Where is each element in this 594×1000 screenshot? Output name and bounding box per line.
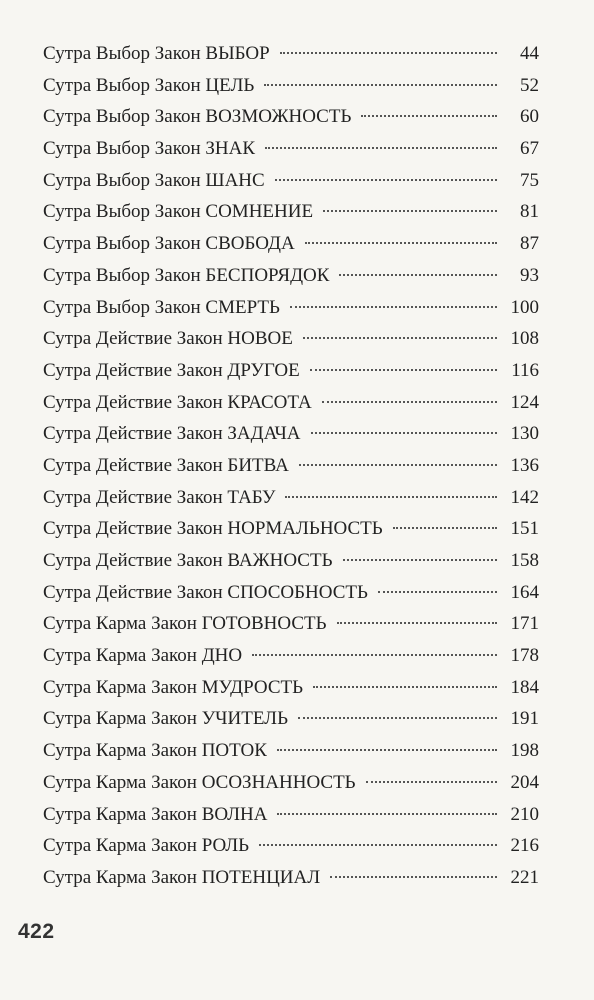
toc-entry-page: 151 [510, 518, 539, 540]
toc-entry-title: Сутра Выбор Закон СВОБОДА [43, 233, 295, 255]
toc-entry-page: 142 [510, 486, 539, 508]
toc-entry [43, 165, 539, 197]
toc-entry-title: Сутра Действие Закон НОВОЕ [43, 328, 293, 350]
dot-leader [330, 876, 497, 878]
dot-leader [298, 717, 497, 719]
toc-entry [43, 38, 539, 70]
toc-entry-title: Сутра Карма Закон ГОТОВНОСТЬ [43, 613, 327, 635]
toc-entry [43, 260, 539, 292]
toc-entry-title: Сутра Карма Закон УЧИТЕЛЬ [43, 708, 288, 730]
toc-entry [43, 418, 539, 450]
toc-entry-title: Сутра Выбор Закон СОМНЕНИЕ [43, 201, 314, 223]
dot-leader [299, 464, 497, 466]
toc-entry-title: Сутра Выбор Закон ВОЗМОЖНОСТЬ [43, 106, 352, 128]
dot-leader [305, 242, 497, 244]
dot-leader [323, 210, 497, 212]
toc-entry [43, 292, 539, 324]
page-number: 422 [18, 920, 55, 943]
toc-entry [43, 323, 539, 355]
toc-entry [43, 133, 539, 165]
toc-entry-title: Сутра Выбор Закон ВЫБОР [43, 43, 270, 64]
toc-entry [43, 70, 539, 102]
toc-entry-title: Сутра Действие Закон КРАСОТА [43, 391, 312, 413]
dot-leader [313, 686, 497, 688]
toc-entry-page: 93 [520, 264, 539, 286]
dot-leader [280, 52, 497, 54]
toc-entry [43, 545, 539, 577]
dot-leader [310, 369, 497, 371]
toc-entry-page: 164 [510, 581, 539, 603]
toc-entry-page: 75 [520, 169, 539, 191]
toc-entry-page: 60 [520, 106, 539, 128]
toc-entry-title: Сутра Карма Закон ДНО [43, 645, 243, 667]
toc-entry-page: 158 [510, 550, 539, 571]
dot-leader [252, 654, 497, 656]
dot-leader [339, 274, 497, 276]
toc-entry-page: 210 [510, 803, 539, 825]
dot-leader [303, 337, 497, 339]
dot-leader [275, 179, 497, 181]
toc-entry-page: 184 [510, 676, 539, 698]
toc-entry-title: Сутра Карма Закон ОСОЗНАННОСТЬ [43, 771, 356, 793]
toc-entry [43, 450, 539, 482]
dot-leader [322, 401, 497, 403]
toc-entry [43, 577, 539, 609]
toc-entry [43, 608, 539, 640]
toc-entry-title: Сутра Действие Закон СПОСОБНОСТЬ [43, 581, 368, 603]
dot-leader [277, 813, 497, 815]
toc-entry-title: Сутра Действие Закон ЗАДАЧА [43, 423, 301, 445]
toc-entry-title: Сутра Действие Закон БИТВА [43, 454, 289, 476]
toc-entry-title: Сутра Выбор Закон ЦЕЛЬ [43, 74, 255, 96]
toc-entry-page: 204 [510, 771, 539, 793]
dot-leader [311, 432, 497, 434]
dot-leader [361, 115, 497, 117]
dot-leader [393, 527, 497, 529]
toc-entry [43, 228, 539, 260]
dot-leader [259, 844, 497, 846]
toc-entry [43, 862, 539, 894]
toc-entry-page: 130 [510, 423, 539, 445]
toc-entry [43, 387, 539, 419]
toc-entry-page: 67 [520, 138, 539, 160]
toc-entry-title: Сутра Действие Закон ВАЖНОСТЬ [43, 550, 333, 571]
toc-entry-page: 216 [510, 835, 539, 857]
toc-entry-page: 100 [510, 296, 539, 318]
toc-entry [43, 355, 539, 387]
toc-entry-page: 116 [511, 359, 539, 381]
toc-entry-page: 198 [510, 740, 539, 762]
toc-entry-page: 87 [520, 233, 539, 255]
toc-entry-title: Сутра Действие Закон НОРМАЛЬНОСТЬ [43, 518, 383, 540]
toc-entry-page: 108 [510, 328, 539, 350]
toc-entry-page: 81 [520, 201, 539, 223]
toc-entry-title: Сутра Выбор Закон ЗНАК [43, 138, 256, 160]
toc-entry-title: Сутра Карма Закон ВОЛНА [43, 803, 268, 825]
toc-entry-page: 221 [510, 866, 539, 888]
toc-entry-page: 44 [520, 43, 539, 64]
toc-entry [43, 482, 539, 514]
dot-leader [264, 84, 497, 86]
dot-leader [343, 559, 498, 561]
toc-entry-title: Сутра Действие Закон ТАБУ [43, 486, 276, 508]
toc-entry [43, 767, 539, 799]
dot-leader [290, 306, 497, 308]
toc-entry [43, 703, 539, 735]
dot-leader [337, 622, 497, 624]
table-of-contents [43, 38, 539, 894]
toc-entry-page: 124 [510, 391, 539, 413]
toc-entry-title: Сутра Выбор Закон СМЕРТЬ [43, 296, 280, 318]
toc-entry-page: 136 [510, 454, 539, 476]
dot-leader [285, 496, 497, 498]
toc-entry [43, 513, 539, 545]
toc-entry-title: Сутра Выбор Закон БЕСПОРЯДОК [43, 264, 330, 286]
toc-entry-title: Сутра Карма Закон МУДРОСТЬ [43, 676, 304, 698]
toc-entry-title: Сутра Карма Закон ПОТЕНЦИАЛ [43, 866, 321, 888]
toc-entry [43, 196, 539, 228]
dot-leader [366, 781, 497, 783]
dot-leader [378, 591, 497, 593]
toc-entry [43, 672, 539, 704]
toc-entry-page: 191 [510, 708, 539, 730]
toc-entry-title: Сутра Карма Закон ПОТОК [43, 740, 267, 762]
toc-entry-page: 178 [510, 645, 539, 667]
toc-entry-title: Сутра Карма Закон РОЛЬ [43, 835, 250, 857]
toc-entry-page: 52 [520, 74, 539, 96]
toc-entry [43, 735, 539, 767]
toc-entry-page: 171 [510, 613, 539, 635]
toc-entry [43, 101, 539, 133]
toc-entry [43, 640, 539, 672]
toc-entry [43, 830, 539, 862]
toc-entry-title: Сутра Выбор Закон ШАНС [43, 169, 265, 191]
dot-leader [277, 749, 497, 751]
toc-entry-title: Сутра Действие Закон ДРУГОЕ [43, 359, 300, 381]
toc-entry [43, 799, 539, 831]
dot-leader [265, 147, 497, 149]
